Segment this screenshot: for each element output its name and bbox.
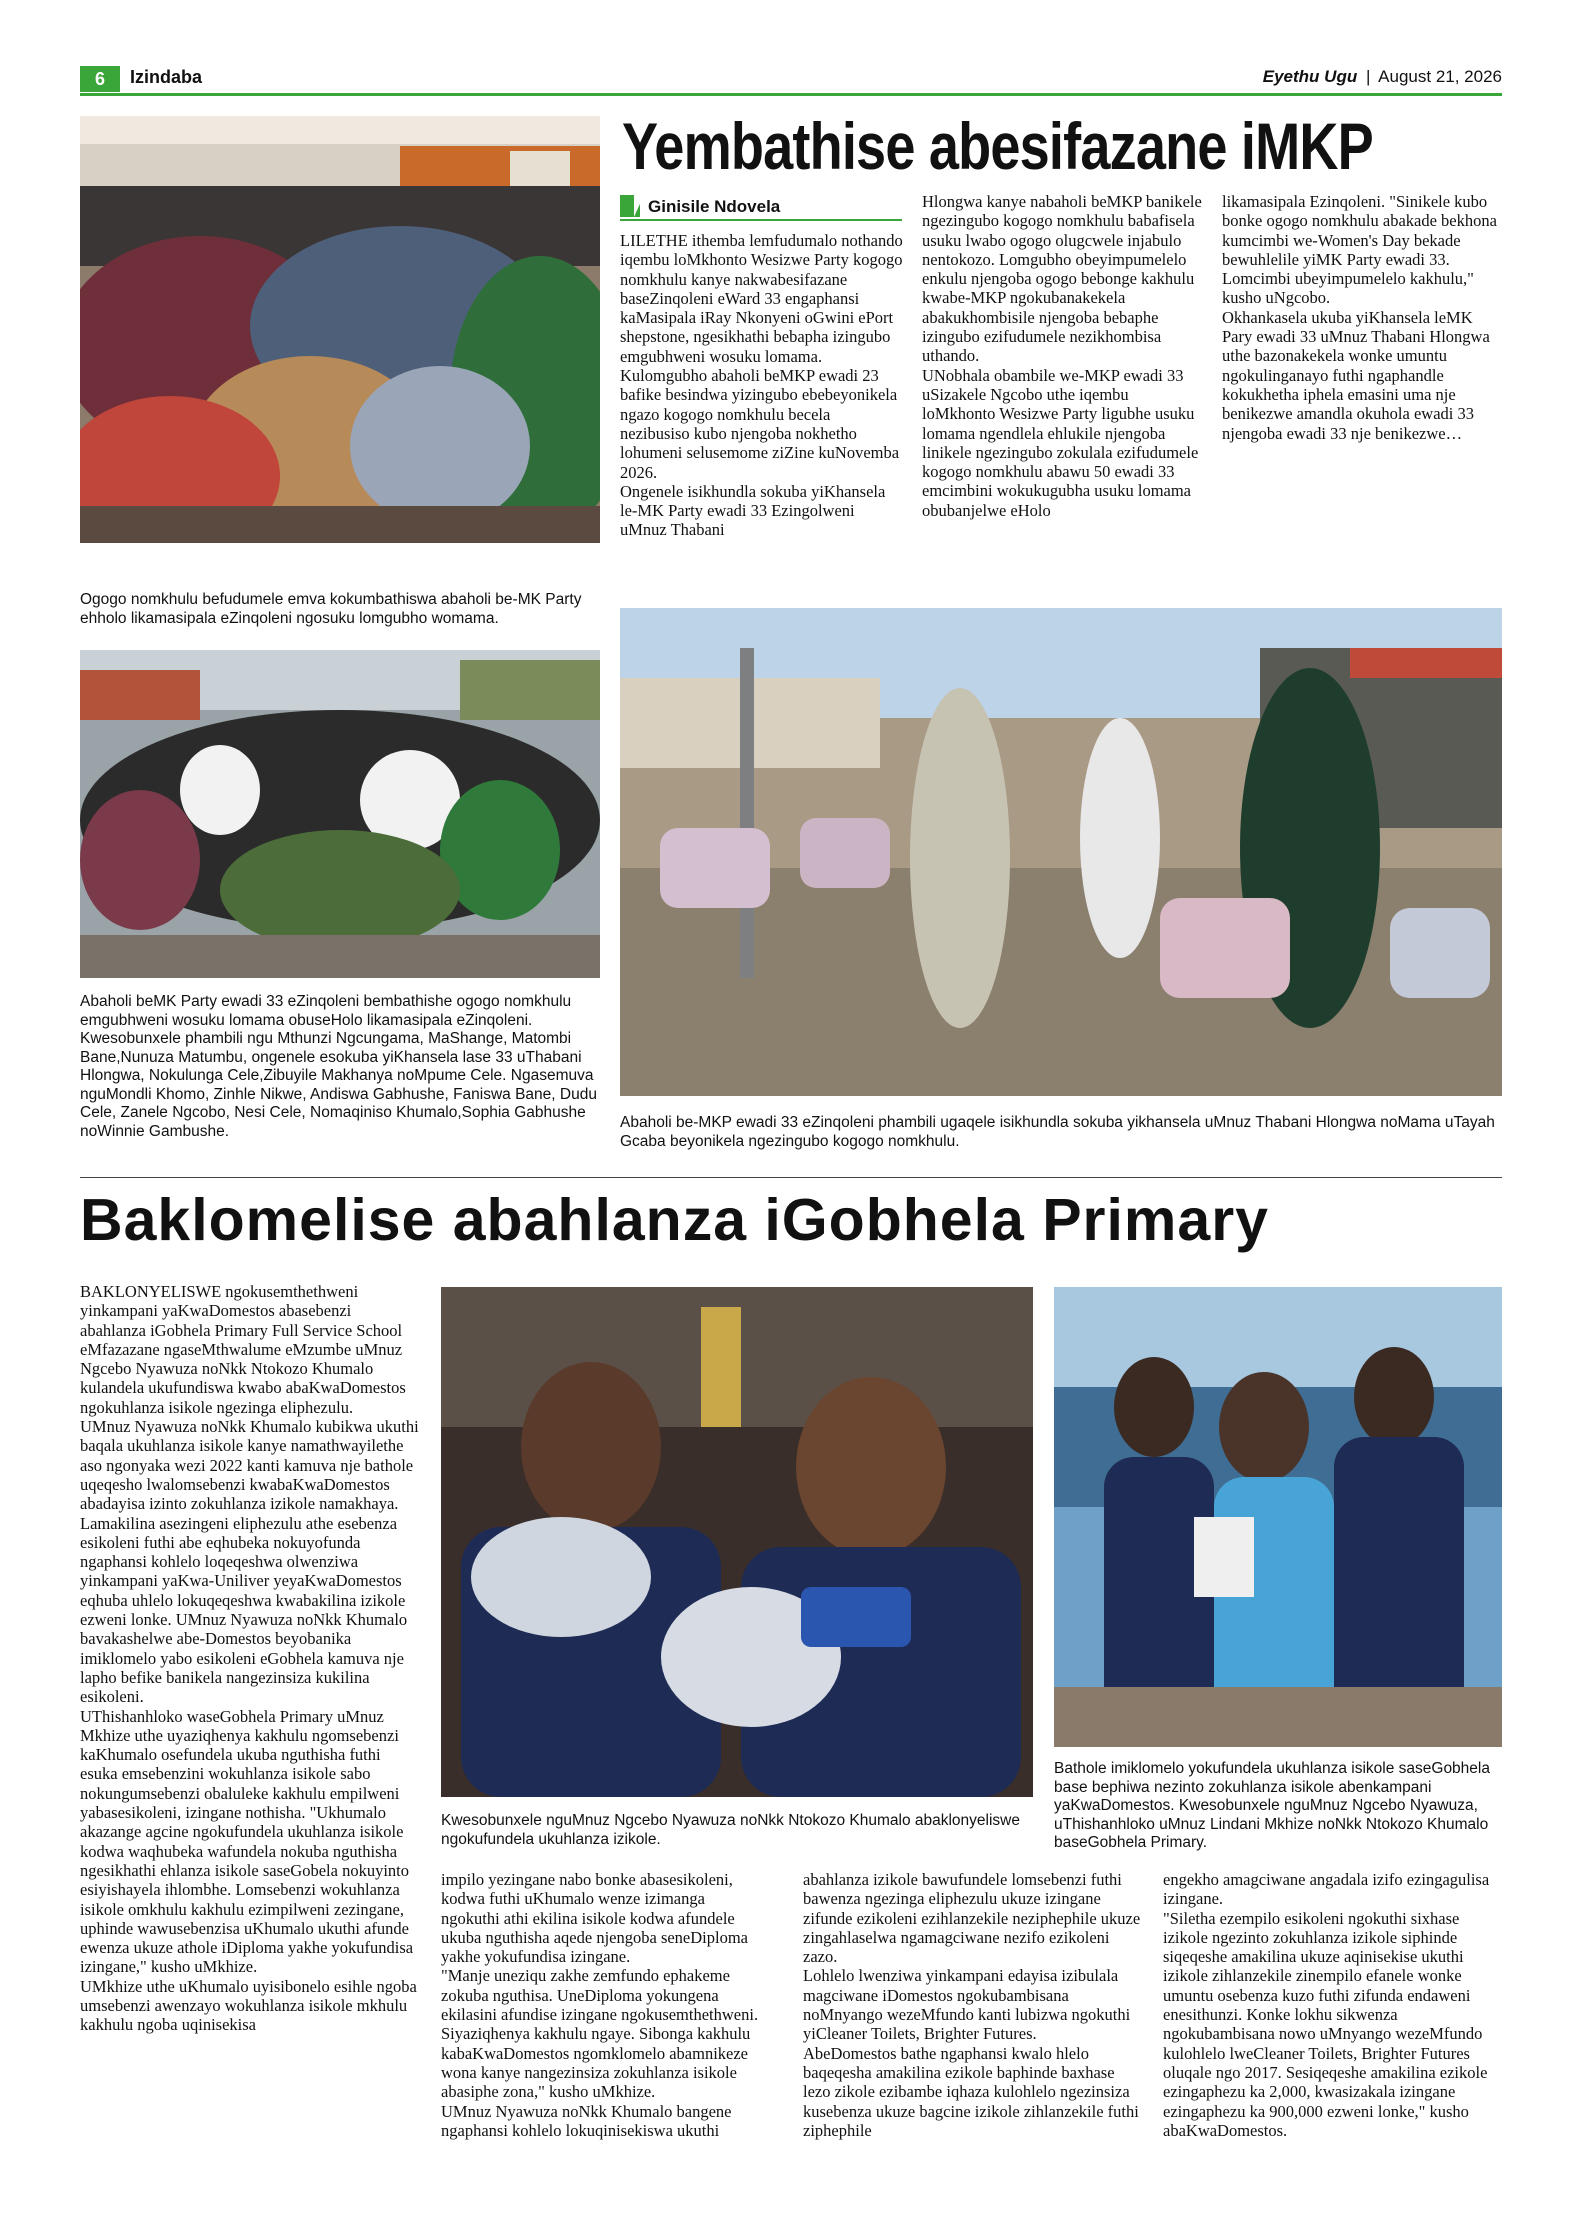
story1-column-1-text: LILETHE ithemba lemfudumalo nothando iqembu loMkhonto Wesizwe Party kogogo nomkhulu kanye nakwabesifazane baseZinqoleni eWard 33 engaphansi kaMasipala iRay Nkonyeni oGwini ePort shepstone, ngesikhathi bebapha izingubo emgubhweni wosuku lomama. Kulomgubho abaholi beMKP ewadi 23 bafike besindwa yizingubo ebebeyonikela ngazo kogogo nomkhulu becela nezibusiso kubo njengoba nokhetho lohumeni selusemome ziZine kuNovemba 2026. Ongenele isikhundla sokuba yiKhansela le-MK Party ewadi 33 Ezingolweni uMnuz Thabani xyxy=(620,231,903,540)
story2-column-4 xyxy=(1163,1870,1502,2210)
publication-date: August 21, 2026 xyxy=(1378,67,1502,86)
story2-column-3-text: abahlanza izikole bawufundele lomsebenzi futhi bawenza ngezinga eliphezulu ukuze izingane zifunde ezikoleni ezihlanzekile neziphephile ukuze zingahlaselwa ngamagciwane nezifo ezikoleni zazo. Lohlelo lwenziwa yinkampani edayisa izibulala magciwane iDomestos ngokubambisana noMnyango wezeMfundo kanti lubizwa ngokuthi yiCleaner Toilets, Brighter Futures. AbeDomestos bathe ngaphansi kwalo hlelo baqeqesha amakilina ezikole baphinde baxhase lezo zikole ezibambe iqhaza kulohlelo ngezinsiza kusebenza ukuze bagcine izikole zihlanzekile futhi ziphephile xyxy=(803,1870,1141,2140)
story1-headline: Yembathise abesifazane iMKP xyxy=(622,109,1373,183)
photo-gobhela-principal xyxy=(1054,1287,1502,1747)
story2-caption-1: Kwesobunxele nguMnuz Ngcebo Nyawuza noNkk Ntokozo Khumalo abaklonyeliswe ngokufundela ukuhlanza izikole. xyxy=(441,1812,1020,1848)
photo-domestos-awardees xyxy=(441,1287,1033,1797)
story1-column-2 xyxy=(922,192,1204,592)
byline xyxy=(620,195,902,221)
story2-column-2 xyxy=(441,1870,763,2210)
publication-name: Eyethu Ugu xyxy=(1262,67,1358,86)
story1-caption-2: Abaholi beMK Party ewadi 33 eZinqoleni bembathishe ogogo nomkhulu emgubhweni wosuku lomama obuseHolo likamasipala eZinqoleni. Kwesobunxele phambili ngu Mthunzi Ngcungama, MaShange, Matombi Bane,Nunuza Matumbu, ongenele esokuba yiKhansela lase 33 uThabani Hlongwa, Nokulunga Cele,Zibuyile Makhanya noMpume Cele. Ngasemuva nguMondli Khomo, Zinhle Nikwe, Andiswa Gabhushe, Faniswa Bane, Dudu Cele, Zanele Ngcobo, Nesi Cele, Nomaqiniso Khumalo,Sophia Gabhushe noWinnie Gambushe. xyxy=(80,993,597,1140)
story1-column-3 xyxy=(1222,192,1504,592)
story2-column-1-text: BAKLONYELISWE ngokusemthethweni yinkampani yaKwaDomestos abasebenzi abahlanza iGobhela Primary Full Service School eMfazazane ngaseMthwalume eMzumbe uMnuz Ngcebo Nyawuza noNkk Ntokozo Khumalo kulandela ukufundiswa kwabo abaKwaDomestos ngokuhlanza isikole ngezinga eliphezulu. UMnuz Nyawuza noNkk Khumalo kubikwa ukuthi baqala ukuhlanza isikole kanye namathwayilethe aso ngonyaka wezi 2022 kanti kamuva nje bathole uqeqesho lwalomsebenzi kwabaKwaDomestos abadayisa izinto zokuhlanza izikole namakhaya. Lamakilina asezingeni eliphezulu athe esebenza esikoleni futhi abe eqhubeka nokuyofunda ngaphansi kohlelo loqeqeshwa olwenziwa yinkampani yaKwa-Uniliver yeyaKwaDomestos eqhuba uhlelo lokuqeqeshwa kwabakilina izikole ezweni lonke. UMnuz Nyawuza noNkk Khumalo bavakashelwe abe-Domestos beyobanika imiklomelo yabo esikoleni eGobhela kamuva nje lapho befike banikela nangezinsiza kukilina esikoleni. UThishanhloko waseGobhela Primary uMnuz Mkhize uthe uyaziqhenya kakhulu ngomsebenzi kaKhumalo osefundela ukuba nguthisha futhi esuka emsebenzini wokuhlanza isikole sabo nokungumsebenzi obaluleke kakhulu empilweni yabasesikoleni, izingane nothisha. "Ukhumalo akazange agcine ngokufundela ukuhlanza isikole kodwa waqhubeka wafundela nokuba nguthisha ngesikhathi ehlanza isikole saseGobela nokuyinto esiyishayela ihlombhe. Lomsebenzi wokuhlanza isikole omkhulu kakhulu ezimpilweni zezingane, uphinde wawusebenzisa uKhumalo ukuthi afunde ewenza ukuze athole iDiploma yakhe yokufundisa izingane," kusho uMkhize. UMkhize uthe uKhumalo uyisibonelo esihle ngoba umsebenzi awenzayo wokuhlanza isikole mkhulu kakhulu ngoba uqinisekisa xyxy=(80,1282,419,2035)
story-divider xyxy=(80,1177,1502,1178)
story2-column-3 xyxy=(803,1870,1143,2210)
story2-headline: Baklomelise abahlanza iGobhela Primary xyxy=(80,1187,1269,1253)
story1-column-1 xyxy=(620,231,903,591)
photo-blanket-delivery xyxy=(620,608,1502,1096)
story2-column-1 xyxy=(80,1282,420,2202)
story2-caption-2: Bathole imiklomelo yokufundela ukuhlanza isikole saseGobhela base bephiwa nezinto zokuhlanza isikole abenkampani yaKwaDomestos. Kwesobunxele nguMnuz Ngcebo Nyawuza, uThishanhloko uMnuz Lindani Mkhize noNkk Ntokozo Khumalo baseGobhela Primary. xyxy=(1054,1760,1490,1851)
photo-group-outdoor xyxy=(80,650,600,978)
photo-hall-elderly xyxy=(80,116,600,543)
page-number: 6 xyxy=(80,66,120,92)
publication-info xyxy=(1263,67,1502,87)
story1-caption-1: Ogogo nomkhulu befudumele emva kokumbathiswa abaholi be-MK Party ehholo likamasipala eZinqoleni ngosuku lomgubho womama. xyxy=(80,591,582,627)
header-rule xyxy=(80,93,1502,96)
story2-column-4-text: engekho amagciwane angadala izifo ezingagulisa izingane. "Siletha ezempilo esikoleni ngokuthi sixhase izikole ngezinto zokuhlanza izikole siphinde siqeqeshe amakilina ukuze aqinisekise ukuthi izikole zihlanzekile zinempilo efanele wonke umuntu osebenza kuzo futhi zifunda endaweni enesithunzi. Konke lokhu sikwenza ngokubambisana nowo uMnyango wezeMfundo kulohlelo lweCleaner Toilets, Brighter Futures oluqale ngo 2017. Sesiqeqeshe amakilina ezikole ezingaphezu ka 2,000, kwasizakala izingane ezingaphezu ka 900,000 ezweni lonke," kusho abaKwaDomestos. xyxy=(1163,1870,1490,2140)
story1-column-3-text: likamasipala Ezinqoleni. "Sinikele kubo bonke ogogo nomkhulu abakade bekhona kumcimbi we-Women's Day bekade bewuhlelile yiMK Party ewadi 33. Lomcimbi ubeyimpumelelo kakhulu," kusho uNgcobo. Okhankasela ukuba yiKhansela leMK Pary ewadi 33 uMnuz Thabani Hlongwa uthe bazonakekela wonke umuntu ngokulinganayo futhi ngaphandle kokukhetha iphela emasini uma nje benikezwe amandla okuhola ewadi 33 njengoba ewadi 33 nje benikezwe… xyxy=(1222,192,1497,443)
header-separator: | xyxy=(1365,67,1371,86)
story1-caption-3: Abaholi be-MKP ewadi 33 eZinqoleni phambili ugaqele isikhundla sokuba yikhansela uMnuz Thabani Hlongwa noMama uTayah Gcaba beyonikela ngezingubo kogogo nomkhulu. xyxy=(620,1114,1495,1150)
section-name: Izindaba xyxy=(130,67,203,87)
page-header xyxy=(80,66,1502,96)
byline-author: Ginisile Ndovela xyxy=(648,197,781,216)
story2-column-2-text: impilo yezingane nabo bonke abasesikoleni, kodwa futhi uKhumalo wenze izimanga ngokuthi athi ekilina isikole kodwa afundele ukuba nguthisha aqede njengoba seneDiploma yakhe yokufundisa izingane. "Manje uneziqu zakhe zemfundo ephakeme zokuba nguthisa. UneDiploma yokungena ekilasini afundise izingane ngokusemthethweni. Siyaziqhenya kakhulu ngaye. Sibonga kakhulu kabaKwaDomestos ngomklomelo abamnikeze wona kanye nangezinsiza zokuhlanza isikole abasiphe zona," kusho uMkhize. UMnuz Nyawuza noNkk Khumalo bangene ngaphansi kohlelo lokuqinisekiswa ukuthi xyxy=(441,1870,759,2140)
story1-column-2-text: Hlongwa kanye nabaholi beMKP banikele ngezingubo kogogo nomkhulu babafisela usuku lwabo ogogo olugcwele injabulo nentokozo. Lomgubho obeyimpumelelo enkulu njengoba ogogo bebonge kakhulu kwabe-MKP ngokubanakekela abakukhombisile njengoba bebaphe izingubo ezifudumele nezikhombisa uthando. UNobhala obambile we-MKP ewadi 33 uSizakele Ngcobo uthe iqembu loMkhonto Wesizwe Party ligubhe usuku lomama ngendlela ehlukile njengoba linikele ngezingubo zokulala ezifudumele kogogo nomkhulu abawu 50 ewadi 33 emcimbini wokukugubha usuku lomama obubanjelwe eHolo xyxy=(922,192,1202,520)
